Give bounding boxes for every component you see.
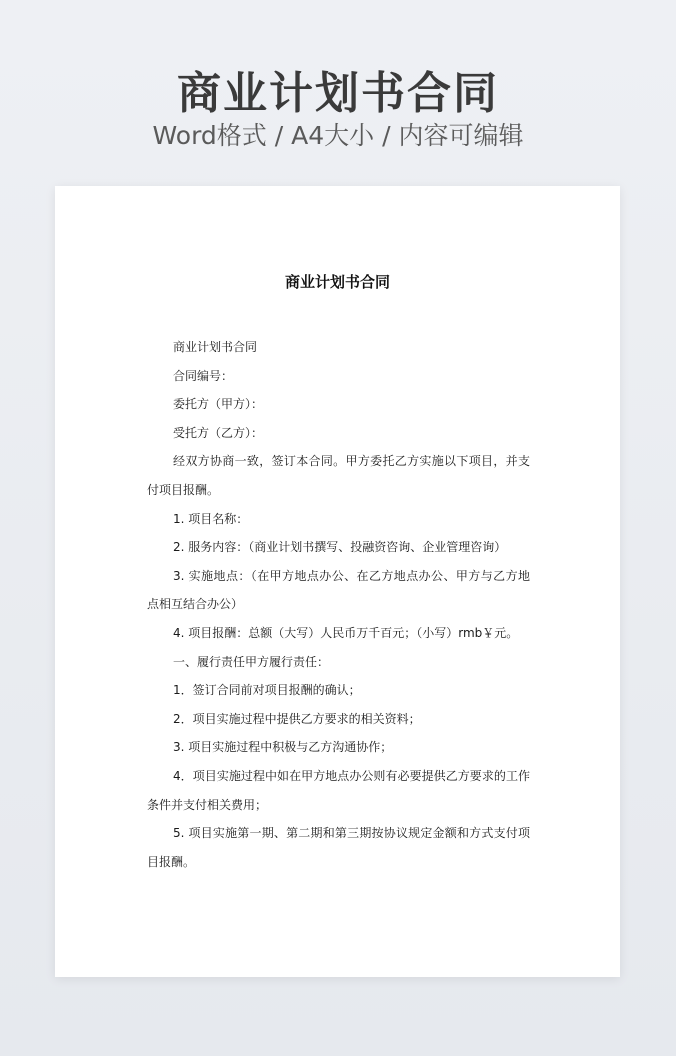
contract-number-line: 合同编号： [173, 368, 234, 383]
duty-item-1: 1．签订合同前对项目报酬的确认； [173, 683, 361, 698]
service-content-line: 2. 服务内容：（商业计划书撰写、投融资咨询、企业管理咨询） [173, 540, 507, 555]
document-page [55, 186, 620, 977]
party-b-line: 受托方（乙方）： [173, 425, 264, 440]
location-line: 3. 实施地点：（在甲方地点办公、在乙方地点办公、甲方与乙方地点相互结合办公） [147, 568, 530, 612]
duty-item-4: 4．项目实施过程中如在甲方地点办公则有必要提供乙方要求的工作条件并支付相关费用； [147, 768, 530, 812]
project-name-line: 1. 项目名称： [173, 511, 249, 526]
document-body [147, 333, 530, 876]
document-title: 商业计划书合同 [284, 273, 390, 291]
section-heading: 一、履行责任甲方履行责任： [173, 654, 330, 669]
payment-line: 4. 项目报酬：总额（大写）人民币万千百元；（小写）rmb￥元。 [173, 625, 519, 640]
duty-item-2: 2．项目实施过程中提供乙方要求的相关资料； [173, 711, 421, 726]
duty-item-5: 5. 项目实施第一期、第二期和第三期按协议规定金额和方式支付项目报酬。 [147, 826, 530, 869]
banner-title: 商业计划书合同 [177, 68, 499, 119]
doc-heading-line: 商业计划书合同 [173, 340, 258, 354]
banner-subtitle: Word格式 / A4大小 / 内容可编辑 [152, 121, 524, 150]
agreement-intro: 经双方协商一致，签订本合同。甲方委托乙方实施以下项目，并支付项目报酬。 [147, 454, 530, 497]
duty-item-3: 3. 项目实施过程中积极与乙方沟通协作； [173, 740, 393, 755]
party-a-line: 委托方（甲方）： [173, 397, 264, 412]
